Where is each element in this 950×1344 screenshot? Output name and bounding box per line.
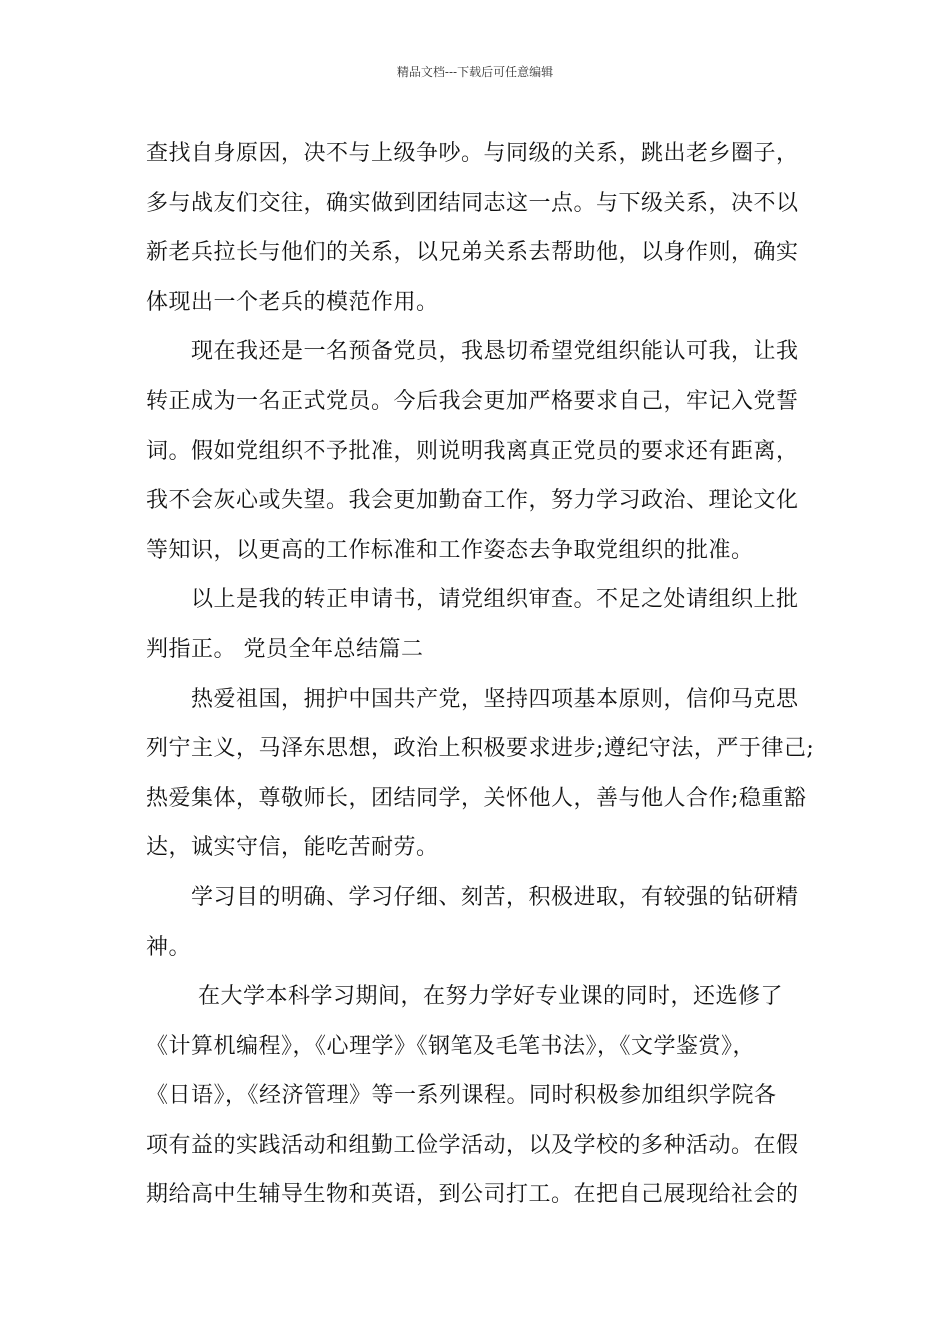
text-line: 查找自身原因，决不与上级争吵。与同级的关系，跳出老乡圈子， <box>146 141 799 166</box>
paragraph-first-line: 以上是我的转正申请书，请党组织审查。不足之处请组织上批 <box>191 587 799 613</box>
text-line: 列宁主义，马泽东思想，政治上积极要求进步;遵纪守法，严于律己; <box>146 736 815 762</box>
text-line: 热爱集体，尊敬师长，团结同学，关怀他人，善与他人合作;稳重豁 <box>146 785 807 811</box>
text-line: 我不会灰心或失望。我会更加勤奋工作，努力学习政治、理论文化 <box>146 488 799 514</box>
text-line: 《日语》，《经济管理》等一系列课程。同时积极参加组织学院各 <box>146 1083 777 1109</box>
text-line: 词。假如党组织不予批准，则说明我离真正党员的要求还有距离， <box>146 438 799 464</box>
document-body <box>146 129 826 1220</box>
text-line: 体现出一个老兵的模范作用。 <box>146 289 439 315</box>
text-line: 达，诚实守信，能吃苦耐劳。 <box>146 835 439 861</box>
text-line: 《计算机编程》，《心理学》《钢笔及毛笔书法》，《文学鉴赏》， <box>146 1033 756 1059</box>
paragraph-first-line: 现在我还是一名预备党员，我恳切希望党组织能认可我，让我 <box>191 339 799 365</box>
text-line: 等知识，以更高的工作标准和工作姿态去争取党组织的批准。 <box>146 537 754 563</box>
text-line: 转正成为一名正式党员。今后我会更加严格要求自己，牢记入党誓 <box>146 388 799 414</box>
text-line: 神。 <box>146 934 192 960</box>
text-line: 项有益的实践活动和组勤工俭学活动，以及学校的多种活动。在假 <box>146 1132 799 1158</box>
paragraph-first-line: 学习目的明确、学习仔细、刻苦，积极进取，有较强的钻研精 <box>191 884 799 910</box>
text-line: 多与战友们交往，确实做到团结同志这一点。与下级关系，决不以 <box>146 190 799 216</box>
page-header: 精品文档---下载后可任意编辑 <box>396 65 554 79</box>
text-line: 新老兵拉长与他们的关系，以兄弟关系去帮助他，以身作则，确实 <box>146 240 799 266</box>
paragraph-first-line: 热爱祖国，拥护中国共产党，坚持四项基本原则，信仰马克思 <box>191 686 799 712</box>
paragraph-first-line: 在大学本科学习期间，在努力学好专业课的同时，还选修了 <box>198 984 784 1010</box>
text-line: 判指正。 党员全年总结篇二 <box>146 636 424 662</box>
text-line: 期给高中生辅导生物和英语，到公司打工。在把自己展现给社会的 <box>146 1182 799 1208</box>
